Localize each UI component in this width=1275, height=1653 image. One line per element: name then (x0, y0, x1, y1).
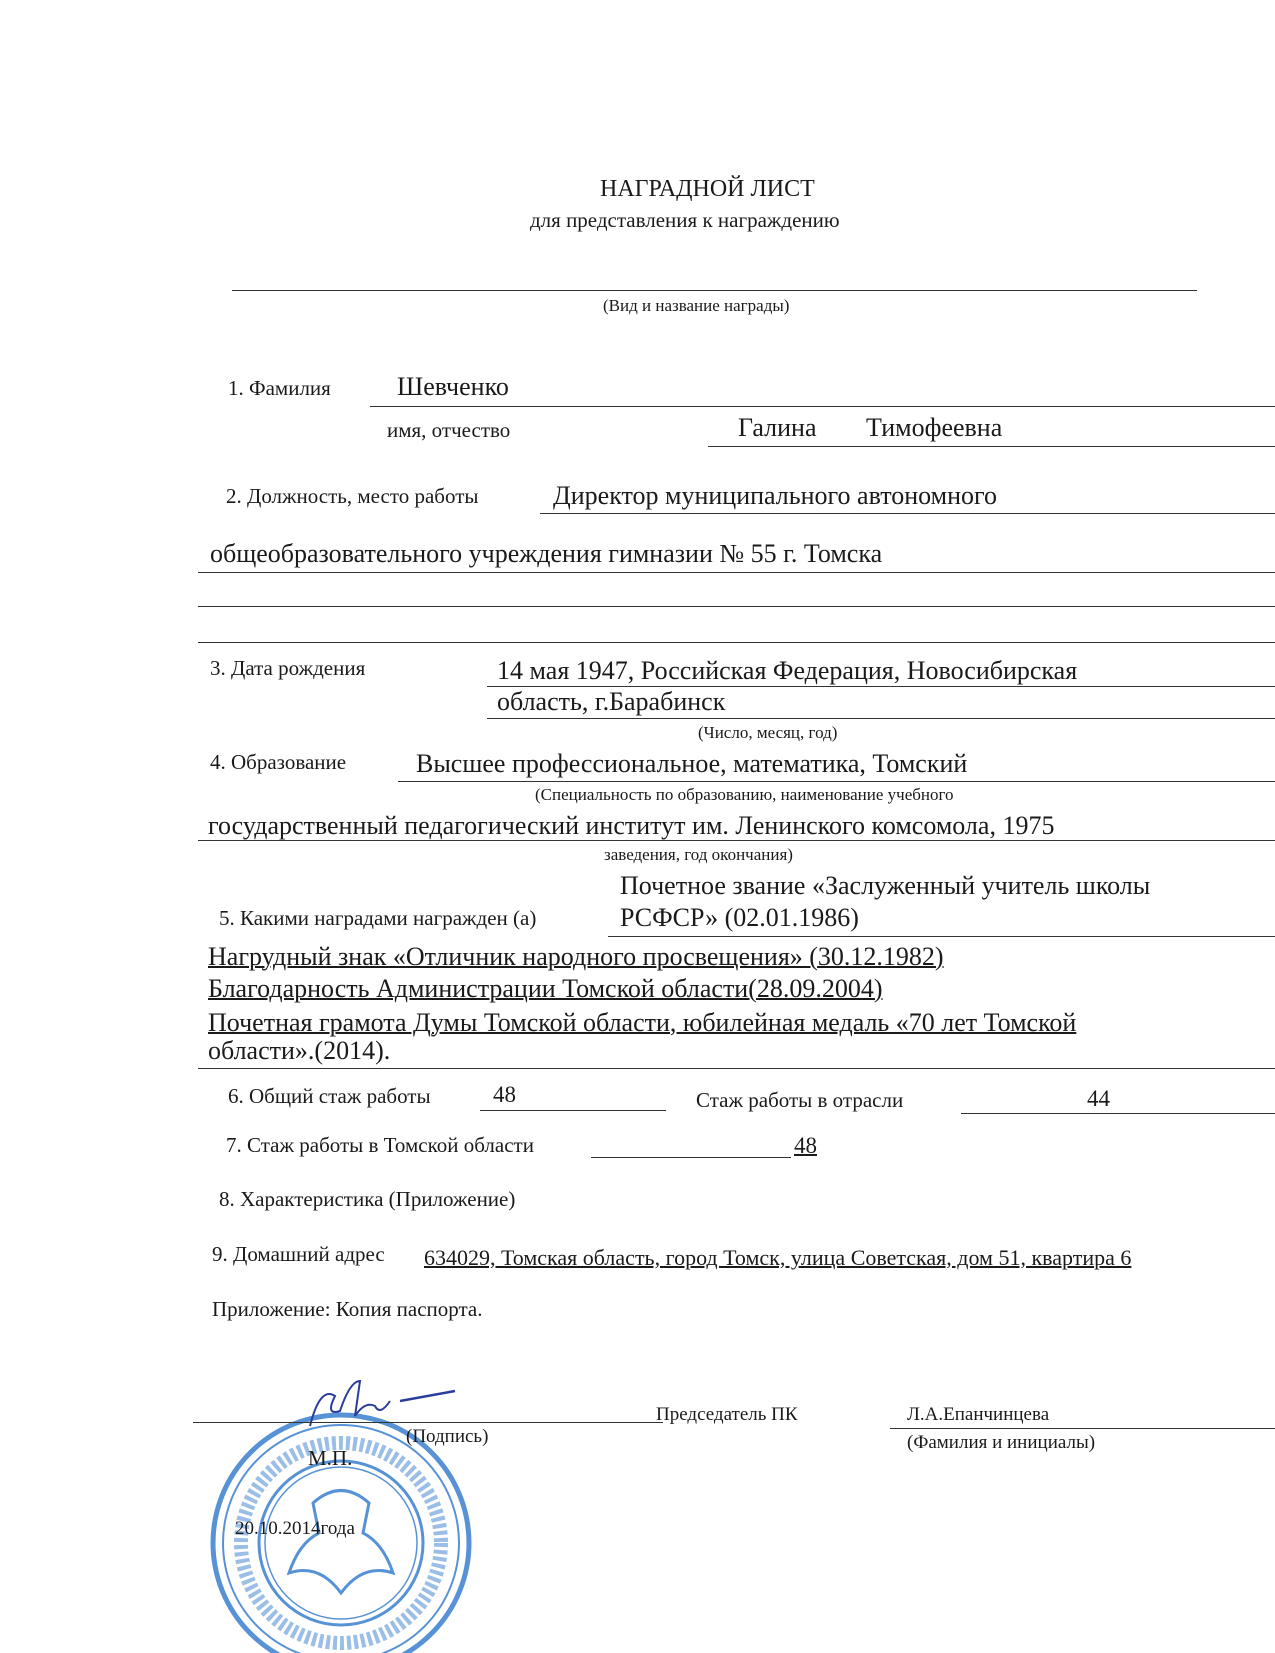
education-caption-1: (Специальность по образованию, наименование учебного (535, 785, 954, 804)
education-label: 4. Образование (210, 750, 347, 774)
document-subtitle: для представления к награждению (530, 208, 840, 232)
chairman-name-line (890, 1428, 1275, 1429)
surname-value: Шевченко (397, 372, 509, 401)
surname-label: 1. Фамилия (228, 376, 331, 400)
education-line-2 (198, 840, 1275, 841)
awards-line-2 (198, 1068, 1275, 1069)
award-name-line (232, 290, 1197, 291)
appendix-note: Приложение: Копия паспорта. (212, 1297, 483, 1321)
awards-value-4: Благодарность Администрации Томской области(28.09.2004) (208, 974, 883, 1003)
name-label: имя, отчество (387, 418, 511, 442)
awards-value-1: Почетное звание «Заслуженный учитель школы (620, 871, 1151, 900)
surname-line (370, 406, 1275, 407)
tomsk-experience-label: 7. Стаж работы в Томской области (226, 1133, 534, 1157)
signing-date: 20.10.2014года (235, 1518, 355, 1539)
address-label: 9. Домашний адрес (212, 1242, 385, 1266)
birth-caption: (Число, месяц, год) (698, 723, 838, 742)
first-name-value: Галина (738, 413, 817, 442)
position-line-2 (198, 572, 1275, 573)
position-line-1 (540, 513, 1275, 514)
chairman-name-caption: (Фамилия и инициалы) (907, 1432, 1096, 1453)
industry-experience-label: Стаж работы в отрасли (696, 1088, 904, 1112)
document-title: НАГРАДНОЙ ЛИСТ (600, 176, 815, 202)
position-label: 2. Должность, место работы (226, 484, 479, 508)
awards-line-1 (608, 936, 1275, 937)
birth-value-1: 14 мая 1947, Российская Федерация, Новосибирская (497, 656, 1078, 685)
education-caption-2: заведения, год окончания) (604, 845, 793, 864)
characteristic-label: 8. Характеристика (Приложение) (219, 1187, 516, 1211)
tomsk-experience-line (591, 1157, 791, 1158)
education-value-2: государственный педагогический институт им. Ленинского комсомола, 1975 (208, 811, 1055, 840)
birth-label: 3. Дата рождения (210, 656, 366, 680)
awards-value-2: РСФСР» (02.01.1986) (620, 903, 859, 932)
position-value-2: общеобразовательного учреждения гимназии № 55 г. Томска (210, 539, 883, 568)
chairman-name: Л.А.Епанчинцева (907, 1404, 1050, 1425)
education-line-1 (398, 781, 1275, 782)
name-line (708, 446, 1275, 447)
signature-line (193, 1422, 663, 1423)
total-experience-value: 48 (493, 1082, 516, 1107)
patronymic-value: Тимофеевна (866, 413, 1003, 442)
chairman-label: Председатель ПК (656, 1404, 798, 1425)
position-value-1: Директор муниципального автономного (553, 481, 998, 510)
awards-value-3: Нагрудный знак «Отличник народного просвещения» (30.12.1982) (208, 942, 944, 971)
position-line-4 (198, 642, 1275, 643)
birth-value-2: область, г.Барабинск (497, 687, 726, 716)
education-value-1: Высшее профессиональное, математика, Томский (416, 749, 968, 778)
industry-experience-line (961, 1113, 1275, 1114)
address-value: 634029, Томская область, город Томск, улица Советская, дом 51, квартира 6 (424, 1245, 1132, 1270)
stamp-place-label: М.П. (308, 1446, 353, 1470)
birth-line-2 (487, 718, 1275, 719)
awards-label: 5. Какими наградами награжден (а) (219, 906, 537, 930)
tomsk-experience-value: 48 (794, 1133, 817, 1158)
total-experience-line (480, 1110, 666, 1111)
position-line-3 (198, 606, 1275, 607)
industry-experience-value: 44 (1087, 1086, 1110, 1111)
signature-caption: (Подпись) (406, 1426, 489, 1447)
total-experience-label: 6. Общий стаж работы (228, 1084, 431, 1108)
awards-value-6: области».(2014). (208, 1036, 391, 1065)
awards-value-5: Почетная грамота Думы Томской области, юбилейная медаль «70 лет Томской (208, 1008, 1077, 1037)
award-name-caption: (Вид и название награды) (603, 296, 790, 315)
